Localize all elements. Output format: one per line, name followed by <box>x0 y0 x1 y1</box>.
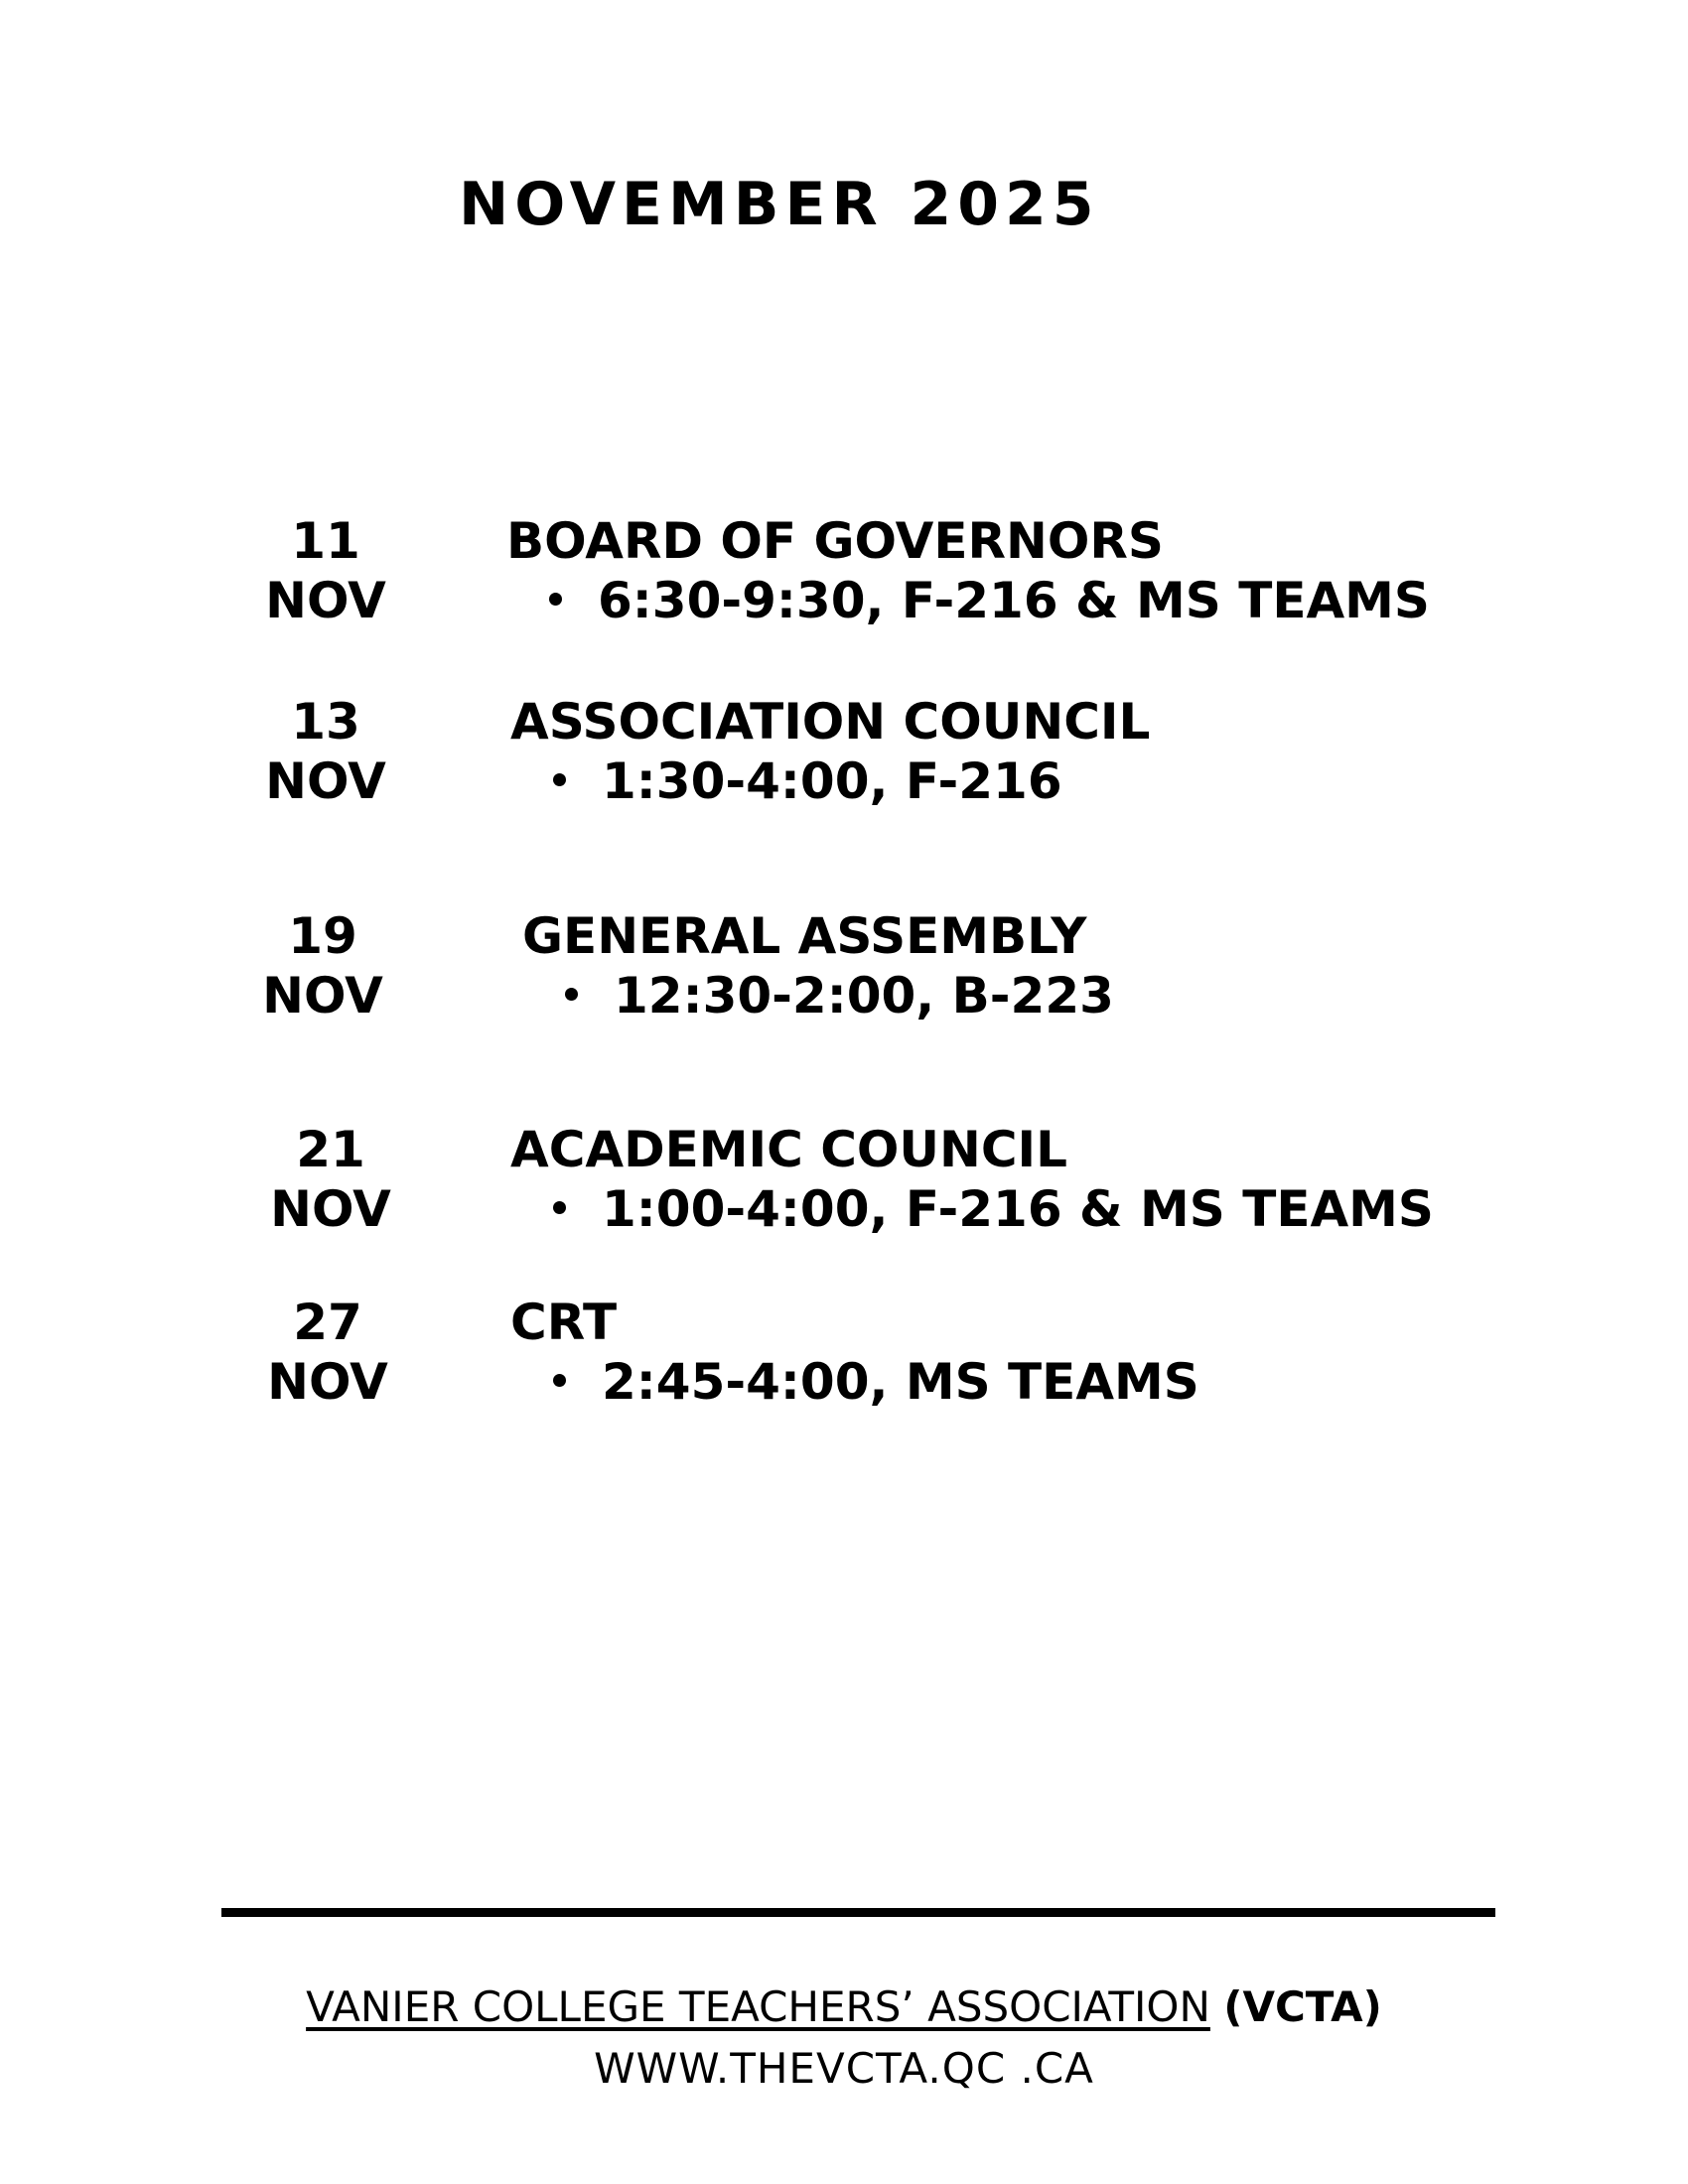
event-detail-text: 6:30-9:30, F-216 & MS TEAMS <box>598 572 1430 629</box>
event-title: ASSOCIATION COUNCIL <box>510 693 1151 751</box>
event-day: 21 <box>296 1121 365 1178</box>
event-day: 19 <box>288 907 357 965</box>
event-detail <box>553 1352 1199 1412</box>
event-detail <box>565 966 1114 1025</box>
event-item <box>0 1120 1688 1259</box>
event-item <box>0 692 1688 831</box>
event-title: BOARD OF GOVERNORS <box>506 512 1164 570</box>
event-item <box>0 511 1688 650</box>
event-date <box>226 511 425 630</box>
bullet-icon <box>553 1374 566 1387</box>
event-month: NOV <box>270 1180 391 1238</box>
bullet-icon <box>553 773 566 786</box>
event-item <box>0 906 1688 1045</box>
organization-abbreviation: (VCTA) <box>1223 1982 1382 2031</box>
event-month: NOV <box>267 1353 388 1411</box>
page-title: NOVEMBER 2025 <box>459 170 1100 239</box>
event-detail-text: 1:30-4:00, F-216 <box>602 752 1062 810</box>
event-title: CRT <box>510 1294 618 1351</box>
event-day: 11 <box>291 512 360 570</box>
event-month: NOV <box>265 572 386 629</box>
event-detail <box>553 751 1062 811</box>
event-detail <box>553 1179 1434 1239</box>
event-title: GENERAL ASSEMBLY <box>522 907 1087 965</box>
event-detail-text: 2:45-4:00, MS TEAMS <box>602 1353 1199 1411</box>
footer-divider <box>221 1908 1495 1917</box>
event-detail-text: 1:00-4:00, F-216 & MS TEAMS <box>602 1180 1434 1238</box>
event-item <box>0 1293 1688 1432</box>
footer-organization <box>0 1981 1688 2033</box>
organization-name-link[interactable]: VANIER COLLEGE TEACHERS’ ASSOCIATION <box>306 1982 1210 2031</box>
event-date <box>231 1120 430 1239</box>
event-detail <box>549 571 1430 630</box>
event-date <box>223 906 422 1025</box>
bullet-icon <box>553 1201 566 1214</box>
event-day: 13 <box>291 693 360 751</box>
event-detail-text: 12:30-2:00, B-223 <box>614 967 1114 1024</box>
event-month: NOV <box>262 967 383 1024</box>
event-day: 27 <box>293 1294 362 1351</box>
event-title: ACADEMIC COUNCIL <box>510 1121 1068 1178</box>
website-text: WWW.THEVCTA.QC .CA <box>594 2044 1094 2093</box>
bullet-icon <box>565 988 578 1001</box>
event-date <box>226 692 425 811</box>
event-date <box>228 1293 427 1412</box>
event-month: NOV <box>265 752 386 810</box>
bullet-icon <box>549 593 562 606</box>
